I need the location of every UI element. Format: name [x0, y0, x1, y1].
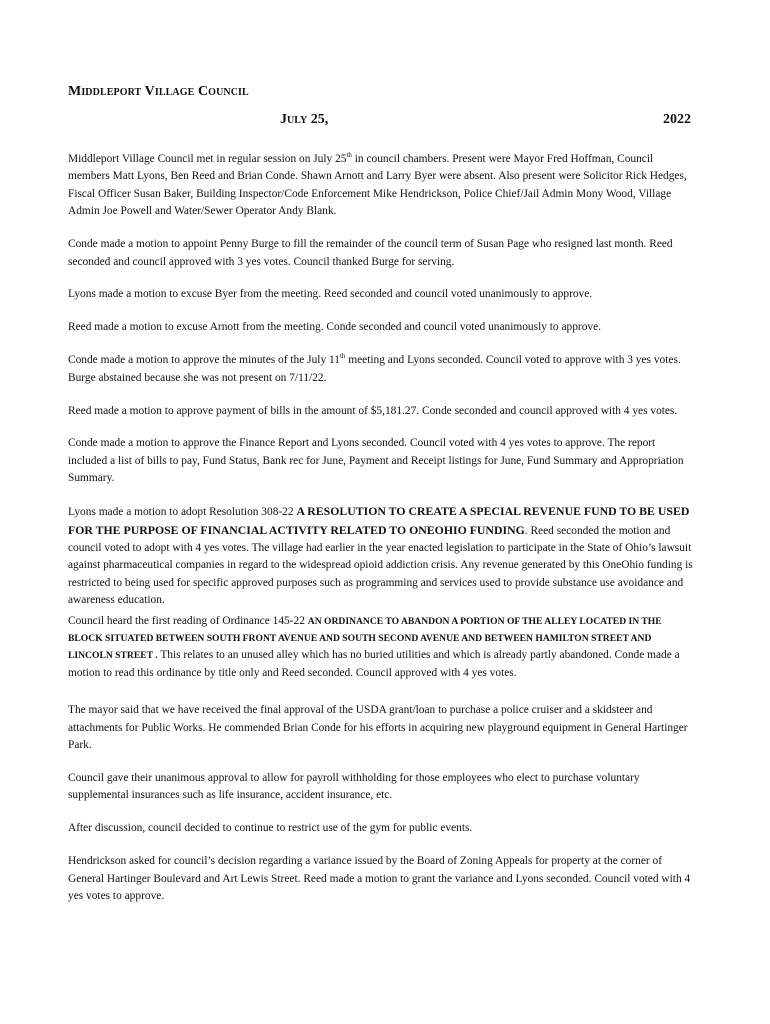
resolution-title: A RESOLUTION TO CREATE A SPECIAL REVENUE FUND TO BE USED FOR THE PURPOSE OF FINANCIAL ACTIVITY RELATED TO ONEOHIO FUNDING: [68, 504, 690, 537]
ordinal-suffix: th: [339, 352, 346, 361]
paragraph-finance-report: Conde made a motion to approve the Finance Report and Lyons seconded. Council voted with 4 yes votes to approve. The report included a list of bills to pay, Fund Status, Bank rec for June, Payment and Receipt listings for June, Fund Summary and Appropriation Summary.: [68, 437, 684, 485]
paragraph-mayor-report: The mayor said that we have received the final approval of the USDA grant/loan to purchase a police cruiser and a skidsteer and attachments for Public Works. He commended Brian Conde for his efforts in acquiring new playground equipment in General Hartinger Park.: [68, 704, 688, 752]
paragraph-zoning-variance: Hendrickson asked for council’s decision regarding a variance issued by the Board of Zoning Appeals for property at the corner of General Hartinger Boulevard and Art Lewis Street. Reed made a motion to grant the variance and Lyons seconded. Council voted with 4 yes votes to approve.: [68, 855, 691, 902]
meeting-year: 2022: [663, 112, 691, 127]
meeting-date: July 25,: [280, 112, 329, 127]
text-segment: in council chambers. Present were Mayor Fred Hoffman, Council members Matt Lyons, Ben Reed and Brian Conde. Shawn Arnott and Larry Byer were absent. Also present were Solicitor Rick Hedges, Fiscal Officer Susan Baker, Building Inspector/Code Enforcement Mike Hendrickson, Police Chief/Jail Admin Mony Wood, Village Admin Joe Powell and Water/Sewer Operator Andy Blank.: [68, 153, 687, 218]
minutes-body: [68, 151, 693, 921]
ordinal-suffix: th: [346, 151, 352, 160]
text-segment: Middleport Village Council met in regular session on July 25: [68, 153, 347, 165]
paragraph-attendance: [68, 151, 693, 221]
text-segment: This relates to an unused alley which has no buried utilities and which is already partly abandoned. Conde made a motion to read this ordinance by title only and Reed seconded. Council approved with 4 yes votes.: [68, 649, 680, 679]
text-segment: Conde made a motion to approve the minutes of the July 11: [68, 354, 340, 367]
paragraph-excuse-arnott: Reed made a motion to excuse Arnott from the meeting. Conde seconded and council voted unanimously to approve.: [68, 321, 602, 334]
meeting-date-line: [68, 112, 691, 130]
ordinance-title: AN ORDINANCE TO ABANDON A PORTION OF THE ALLEY LOCATED IN THE BLOCK SITUATED BETWEEN SOUTH FRONT AVENUE AND SOUTH SECOND AVENUE AND BETWEEN HAMILTON STREET AND LINCOLN STREET .: [68, 615, 662, 662]
text-segment: Lyons made a motion to adopt Resolution 308-22: [68, 506, 297, 519]
paragraph-gym-use: After discussion, council decided to continue to restrict use of the gym for public events.: [68, 822, 473, 835]
paragraph-payroll-withholding: Council gave their unanimous approval to allow for payroll withholding for those employees who elect to purchase voluntary supplemental insurances such as life insurance, accident insurance, etc.: [68, 771, 640, 802]
paragraph-appointment: Conde made a motion to appoint Penny Burge to fill the remainder of the council term of Susan Page who resigned last month. Reed seconded and council approved with 3 yes votes. Council thanked Burge for serving.: [68, 238, 673, 268]
paragraph-excuse-byer: Lyons made a motion to excuse Byer from the meeting. Reed seconded and council voted unanimously to approve.: [68, 288, 593, 301]
paragraph-ordinance: [68, 613, 693, 683]
document-heading: Middleport Village Council: [68, 84, 249, 99]
text-segment: meeting and Lyons seconded. Council voted to approve with 3 yes votes. Burge abstained because she was not present on 7/11/22.: [68, 354, 681, 384]
text-segment: . Reed seconded the motion and council voted to adopt with 4 yes votes. The village had earlier in the year enacted legislation to participate in the State of Ohio’s lawsuit against pharmaceutical companies in regard to the widespread opioid addiction crisis. Any revenue generated by this OneOhio funding is restricted to being used for specific approved purposes such as programming and services used to provide substance use avoidance and awareness education.: [68, 524, 693, 607]
paragraph-resolution: [68, 503, 693, 609]
text-segment: Council heard the first reading of Ordinance 145-22: [68, 614, 308, 627]
paragraph-bills-payment: Reed made a motion to approve payment of bills in the amount of $5,181.27. Conde seconded and council approved with 4 yes votes.: [68, 404, 678, 417]
paragraph-minutes-approval: [68, 352, 693, 387]
